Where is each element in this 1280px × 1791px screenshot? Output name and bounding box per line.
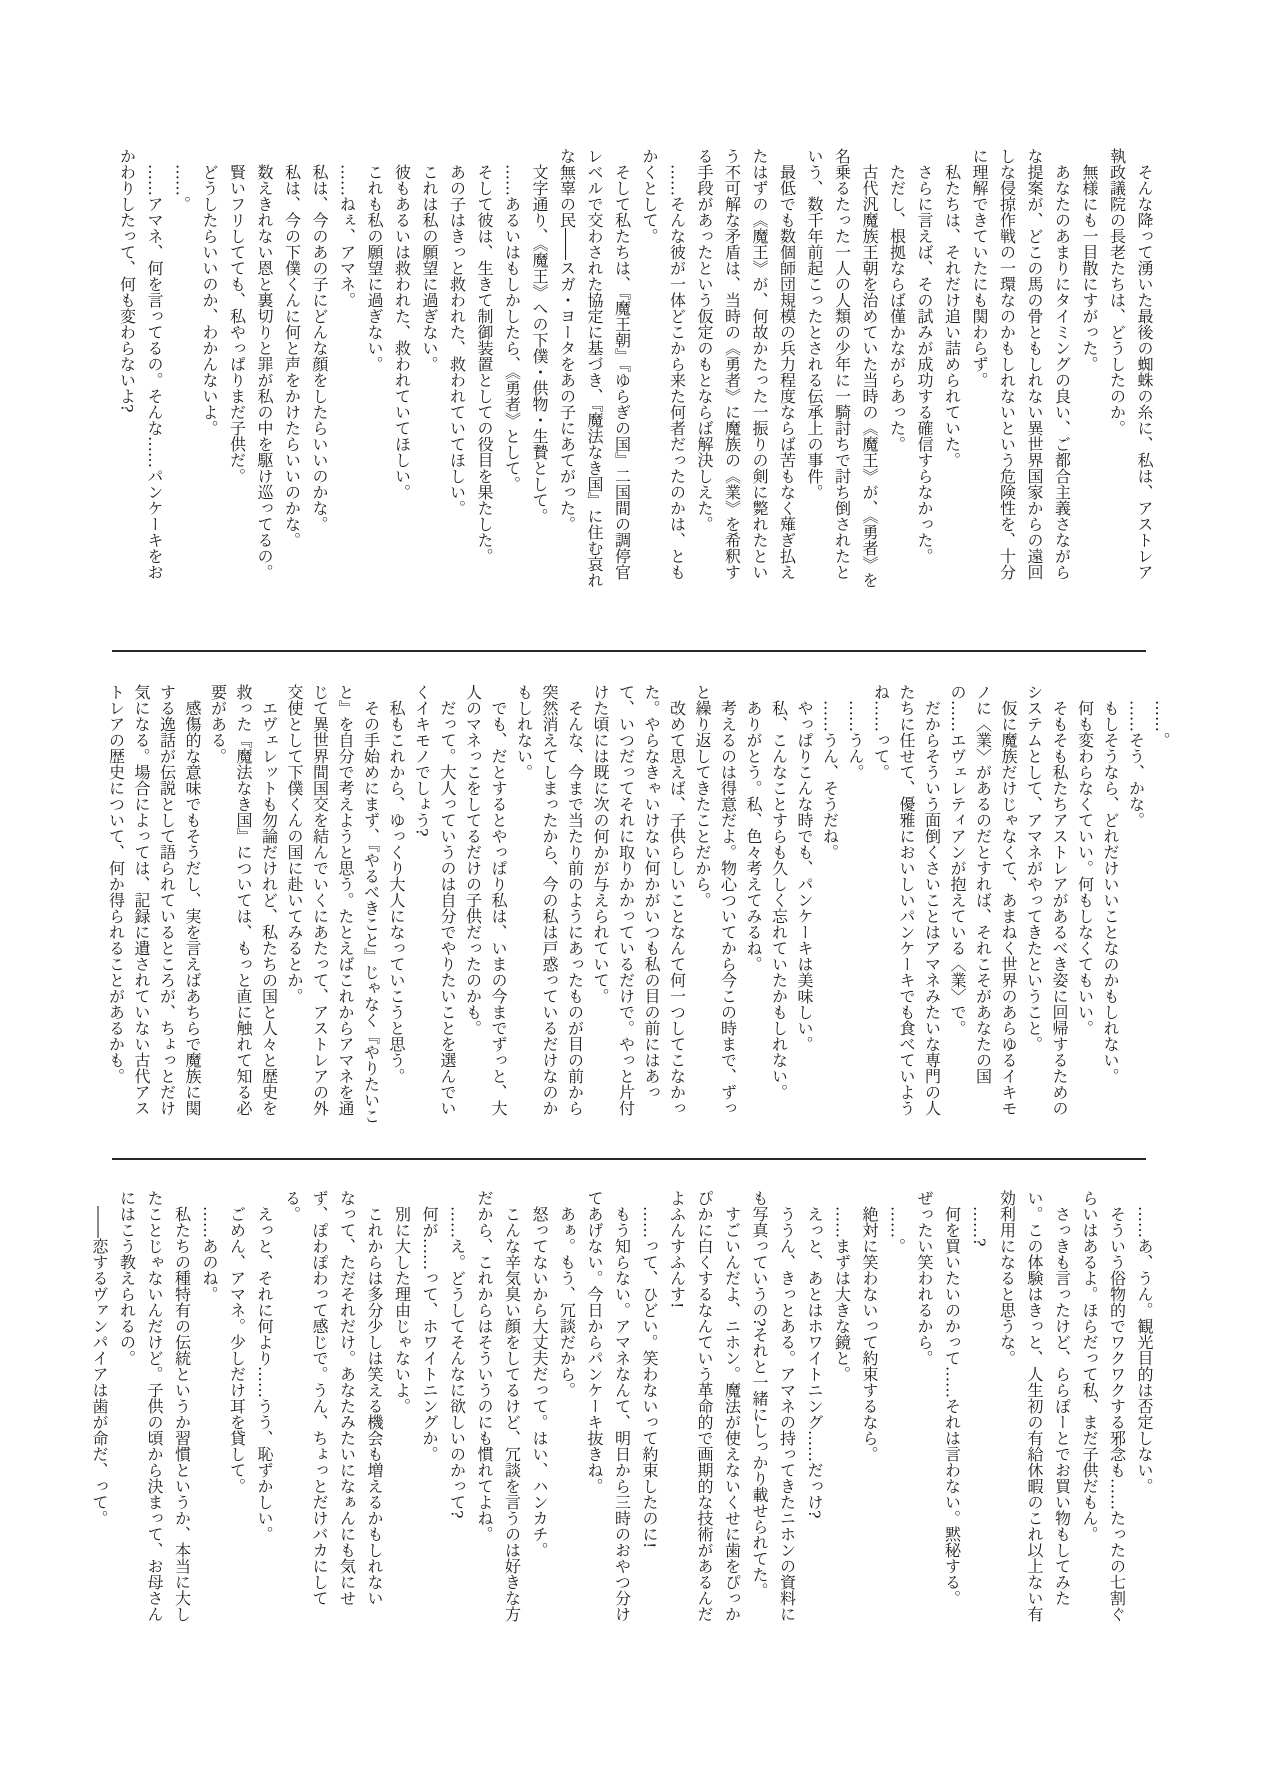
paragraph: ……。 [1152,700,1171,748]
paragraph: そもそも私たちアストレアがあるべき姿に回帰するためのシステムとして、アマネがやってきたということ。 [1024,684,1069,1116]
paragraph: 文字通り、《魔王》への下僕・供物・生贄として。 [530,164,549,524]
paragraph: ……アマネ、何を言ってるの。そんな……パンケーキをおかわりしたって、何も変わらないよ? [117,148,164,580]
paragraph: えっと、あとはホワイトニング……だっけ? [805,1206,824,1519]
paragraph: エヴェレットも勿論だけれど、私たちの国と人々と歴史を救った『魔法なき国』については、もっと直に触れて知る必要がある。 [208,684,279,1116]
paragraph: そして彼は、生きて制御装置としての役目を果たした。 [475,164,494,564]
paragraph: ……まずは大きな鏡と。 [832,1206,852,1382]
paragraph: そんな降って湧いた最後の蜘蛛の糸に、私は、アストレア執政議院の長老たちは、どうしたのか。 [1107,148,1154,580]
paragraph: 何を買いたいのかって……それは言わない。黙秘する。ぜったい笑われるから。 [915,1190,962,1606]
paragraph: これからは多分少しは笑える機会も増えるかもしれないなって、ただそれだけ。あなたみたいになぁんにも気にせず、ぽわぽわって感じで。うん、ちょっとだけバカにしてる。 [282,1190,384,1606]
paragraph: あなたのあまりにタイミングの良い、ご都合主義さながらな提案が、どこの馬の骨ともしれない異世界国家からの遠回しな侵掠作戦の一環なのかもしれないという危険性を、十分に理解できていたにも関わらず。 [970,148,1072,580]
paragraph: すごいんだよ、ニホン。魔法が使えないくせに歯をぴっかぴかに白くするなんていう革命的で画期的な技術があるんだよふんすふんす! [667,1190,742,1622]
text-section-bottom [86,1190,1159,1632]
paragraph: 改めて思えば、子供らしいことなんて何一つしてこなかった。やらなきゃいけない何かがいつも私の目の前にはあって、いつだってそれに取りかかっているだけで。やっと片付けた頃には既に次の何かが与えられていて。 [591,684,687,1116]
text-section-top [113,148,1158,590]
paragraph: あの子はきっと救われた、救われていてほしい。 [447,164,467,516]
paragraph: 怒ってないから大丈夫だって。はい、ハンカチ。 [530,1206,549,1558]
paragraph: えっと、それに何より……うう、恥ずかしい。 [255,1206,274,1542]
paragraph: ……あ、うん。観光目的は否定しない。 [1135,1206,1154,1494]
paragraph: 私もこれから、ゆっくり大人になっていこうと思う。 [387,700,406,1084]
paragraph: その手始めにまず、『やるべきこと』じゃなく『やりたいこと』を自分で考えようと思う。たとえばこれからアマネを通じて異世界間国交を結んでいくにあたって、アストレアの外交使として下僕くんの国に赴いてみるとか。 [285,684,381,1124]
paragraph: 最低でも数個師団規模の兵力程度ならば苦もなく薙ぎ払えたはずの《魔王》が、何故かたった一振りの剣に斃れたという不可解な矛盾は、当時の《勇者》に魔族の《業》を希釈する手段があったという仮定のもとならば解決しえた。 [695,148,797,580]
paragraph: ……あのね。 [200,1206,219,1302]
paragraph: ……。 [172,164,192,212]
paragraph: もしそうなら、どれだけいいことなのかもしれない。 [1101,700,1120,1084]
paragraph: だからそういう面倒くさいことはアマネみたいな専門の人たちに任せて、優雅においしいパンケーキでも食べていようね……って。 [871,684,942,1116]
paragraph: ……ねぇ、アマネ。 [337,164,357,308]
paragraph: やっぱりこんな時でも、パンケーキは美味しい。 [795,700,814,1052]
paragraph: ただし、根拠ならば僅かながらあった。 [887,164,907,452]
paragraph: だって。大人っていうのは自分でやりたいことを選んでいくイキモノでしょう? [412,684,457,1116]
text-section-middle [103,684,1174,1126]
paragraph: ――恋するヴァンパイアは歯が命だ、って。 [90,1206,109,1526]
paragraph: 私は、今のあの子にどんな顔をしたらいいのかな。 [310,164,329,532]
paragraph: 数えきれない恩と裏切りと罪が私の中を駆け巡ってるの。 [255,164,274,580]
paragraph: ごめん、アマネ。少しだけ耳を貸して。 [227,1206,247,1494]
paragraph: 私、こんなことすらも久しく忘れていたかもしれない。 [769,700,789,1100]
paragraph: 絶対に笑わないって約束するなら。 [860,1206,879,1462]
paragraph: 私は、今の下僕くんに何と声をかけたらいいのかな。 [282,164,302,548]
paragraph: 考えるのは得意だよ。物心ついてから今この時まで、ずっと繰り返してきたことだから。 [693,684,738,1116]
paragraph: ……。 [887,1206,907,1254]
paragraph: 私たちは、それだけ追い詰められていた。 [942,164,962,468]
paragraph: 私たちの種特有の伝統というか習慣というか、本当に大したことじゃないんだけど。子供の頃から決まって、お母さんにはこう教えられるの。 [117,1190,192,1622]
paragraph: 無様にも一目散にすがった。 [1080,164,1099,372]
paragraph: 古代汎魔族王朝を治めていた当時の《魔王》が、《勇者》を名乗るたった一人の人類の少年に一騎討ちで討ち倒されたという、数千年前起こったとされる伝承上の事件。 [805,148,879,588]
paragraph: そして私たちは、『魔王朝』『ゆらぎの国』二国間の調停官レベルで交わされた協定に基づき、『魔法なき国』に住む哀れな無辜の民――スガ・ヨータをあの子にあてがった。 [557,148,632,588]
paragraph: ……って、ひどい。笑わないって約束したのに! [640,1206,659,1549]
paragraph: そんな、今まで当たり前のようにあったものが目の前から突然消えてしまったから、今の私は戸惑っているだけなのかもしれない。 [514,684,585,1116]
section-divider-2 [112,1158,1146,1160]
paragraph: ……うん、そうだね。 [820,700,840,860]
paragraph: ……そう、かな。 [1126,700,1146,828]
paragraph: でも、だとするとやっぱり私は、いまの今までずっと、大人のマネっこをしてるだけの子供だったのかも。 [463,684,508,1116]
paragraph: 別に大した理由じゃないよ。 [392,1206,412,1414]
paragraph: どうしたらいいのか、わかんないよ。 [200,164,219,436]
section-divider-1 [112,650,1146,652]
paragraph: ……? [970,1206,989,1247]
paragraph: ……うん。 [846,700,865,780]
paragraph: 仮に魔族だけじゃなくて、あまねく世界のあらゆるイキモノに〈業〉があるのだとすれば、それこそがあなたの国の……エヴェレティアンが抱えている〈業〉で。 [948,684,1018,1116]
paragraph: もう知らない。アマネなんて、明日から三時のおやつ分けてあげない。今日からパンケーキ抜きね。 [585,1190,632,1622]
paragraph: 彼もあるいは救われた、救われていてほしい。 [392,164,412,500]
paragraph: 何が……って、ホワイトニングか。 [420,1206,439,1462]
paragraph: さらに言えば、その試みが成功する確信すらなかった。 [915,164,934,564]
paragraph: そういう俗物的でワクワクする邪念も……たったの七割ぐらいはあるよ。ほらだって私、まだ子供だもん。 [1080,1190,1127,1622]
paragraph: これも私の願望に過ぎない。 [365,164,384,372]
paragraph: こんな辛気臭い顔をしてるけど、冗談を言うのは好きな方だから、これからはそういうのにも慣れてよね。 [475,1190,522,1622]
paragraph: ありがとう。私、色々考えてみるね。 [744,700,763,972]
paragraph: ……え。どうしてそんなに欲しいのかって? [447,1206,467,1519]
paragraph: 賢いフリしてても、私やっぱりまだ子供だ。 [227,164,247,484]
paragraph: 何も変わらなくていい。何もしなくてもいい。 [1075,700,1095,1036]
paragraph: ……あるいはもしかしたら、《勇者》として。 [502,164,522,492]
paragraph: ……そんな彼が一体どこから来た何者だったのかは、ともかくとして。 [640,148,687,580]
paragraph: これは私の願望に過ぎない。 [420,164,439,372]
paragraph: 感傷的な意味でもそうだし、実を言えばあちらで魔族に関する逸話が伝説として語られているところが、ちょっとだけ気になる。場合によっては、記録に遺されていない古代アストレアの歴史について、何か得られることがあるかも。 [106,684,202,1116]
paragraph: ううん、きっとある。アマネの持ってきたニホンの資料にも写真っていうの?それと一緒にしっかり載せられてた。 [750,1190,797,1622]
paragraph: さっきも言ったけど、ららぽーとでお買い物もしてみたい。この体験はきっと、人生初の有給休暇のこれ以上ない有効利用になると思うな。 [997,1190,1072,1622]
paragraph: あぁ。もう、冗談だから。 [557,1206,577,1398]
